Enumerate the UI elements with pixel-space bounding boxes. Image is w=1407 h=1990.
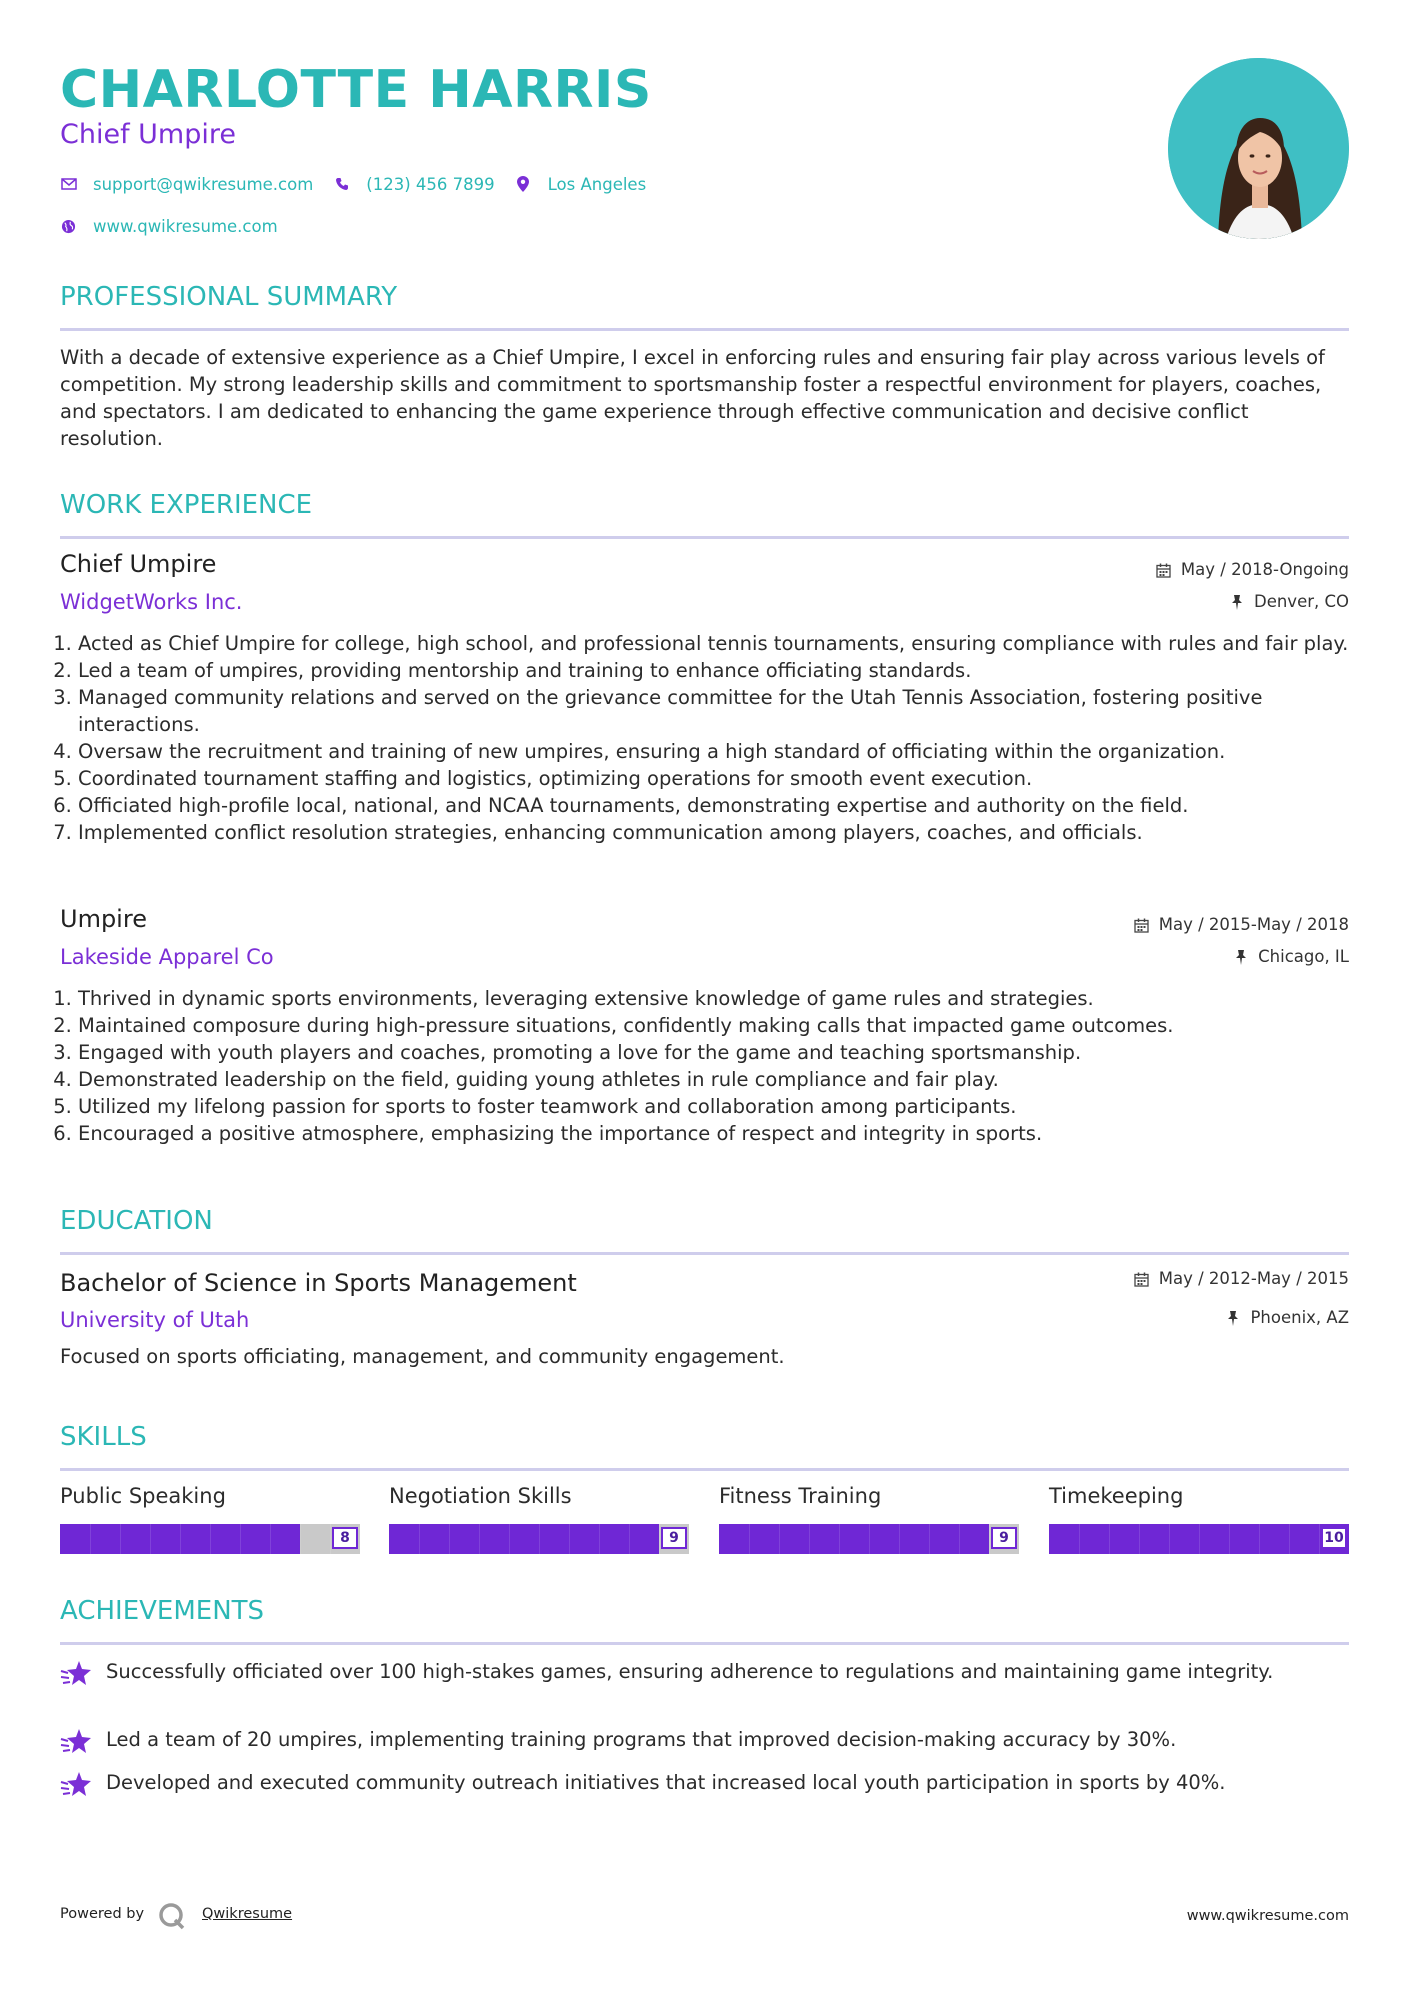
skill-bar-segment [1139, 1524, 1140, 1554]
skill-name: Fitness Training [719, 1484, 882, 1508]
skill-bar-segment [989, 1524, 990, 1554]
job-location [1229, 591, 1349, 613]
job-dates-text: May / 2018-Ongoing [1180, 560, 1349, 579]
skill-bar-segment [180, 1524, 181, 1554]
footer-website-link[interactable]: www.qwikresume.com [1186, 1908, 1349, 1924]
list-item: 3. Managed community relations and served on the grievance committee for the Utah Tennis Association, fostering positive interactions. [78, 684, 1367, 738]
list-item: 6. Officiated high-profile local, national, and NCAA tournaments, demonstrating expertise and authority on the field. [78, 792, 1367, 819]
skill-bar-segment [509, 1524, 510, 1554]
calendar-icon [1134, 917, 1150, 933]
skill-bar-segment [749, 1524, 750, 1554]
list-item: 3. Engaged with youth players and coaches, promoting a love for the game and teaching sportsmanship. [78, 1039, 1367, 1066]
education-dates [1134, 1268, 1349, 1290]
calendar-icon [1156, 562, 1172, 578]
education-description: Focused on sports officiating, management, and community engagement. [60, 1345, 785, 1368]
globe-icon [60, 218, 77, 235]
job-dates-text: May / 2015-May / 2018 [1158, 915, 1349, 934]
resume-page [60, 0, 1349, 1990]
section-divider [60, 1468, 1349, 1471]
list-item: 4. Demonstrated leadership on the field, guiding young athletes in rule compliance and fair play. [78, 1066, 1367, 1093]
map-pin-icon [515, 176, 532, 193]
achievement-item [60, 1726, 1349, 1757]
skill-level-fill [389, 1524, 659, 1554]
skill-bar-segment [659, 1524, 660, 1554]
experience-heading-text: WORK EXPERIENCE [60, 490, 313, 520]
envelope-icon [60, 176, 77, 193]
skill-level-bar [389, 1524, 689, 1554]
skill-bar-segment [90, 1524, 91, 1554]
education-dates-text: May / 2012-May / 2015 [1158, 1269, 1349, 1288]
phone-icon [333, 176, 350, 193]
skill-score-badge: 9 [661, 1527, 687, 1549]
profile-photo [1168, 58, 1349, 239]
skill-level-bar [719, 1524, 1019, 1554]
skill-bar-segment [270, 1524, 271, 1554]
skill-name: Timekeeping [1049, 1484, 1184, 1508]
skill-item [719, 1482, 1019, 1546]
skill-bar-segment [929, 1524, 930, 1554]
skill-bar-segment [240, 1524, 241, 1554]
section-divider [60, 328, 1349, 331]
list-item: 1. Thrived in dynamic sports environments, leveraging extensive knowledge of game rules and strategies. [78, 985, 1367, 1012]
skill-bar-segment [779, 1524, 780, 1554]
shooting-star-icon [60, 1770, 92, 1800]
section-divider [60, 1252, 1349, 1255]
summary-section-heading [60, 280, 1349, 314]
skill-bar-segment [1169, 1524, 1170, 1554]
powered-by-label: Powered by [60, 1906, 145, 1922]
skill-item [60, 1482, 360, 1546]
skill-bar-segment [1259, 1524, 1260, 1554]
section-divider [60, 536, 1349, 539]
skill-bar-segment [1319, 1524, 1320, 1554]
education-section-heading [60, 1204, 1349, 1238]
skill-bar-segment [1199, 1524, 1200, 1554]
skill-score-badge: 10 [1321, 1527, 1347, 1549]
education-location-text: Phoenix, AZ [1250, 1308, 1349, 1327]
skill-bar-segment [449, 1524, 450, 1554]
location-text: Los Angeles [547, 174, 647, 194]
skill-bar-segment [599, 1524, 600, 1554]
degree-title: Bachelor of Science in Sports Management [60, 1269, 577, 1297]
qwikresume-brand-link[interactable]: Qwikresume [202, 1906, 293, 1922]
achievements-heading-text: ACHIEVEMENTS [60, 1596, 265, 1626]
skills-section-heading [60, 1420, 1349, 1454]
skill-score-badge: 8 [332, 1527, 358, 1549]
job-location-text: Denver, CO [1253, 592, 1349, 611]
skill-bar-segment [1289, 1524, 1290, 1554]
school-name: University of Utah [60, 1308, 250, 1332]
skill-bar-segment [1109, 1524, 1110, 1554]
page-footer [60, 1902, 1349, 1932]
experience-section-heading [60, 488, 1349, 522]
skill-bar-segment [959, 1524, 960, 1554]
skill-bar-segment [839, 1524, 840, 1554]
skill-name: Public Speaking [60, 1484, 226, 1508]
phone-link[interactable]: (123) 456 7899 [366, 174, 495, 194]
shooting-star-icon [60, 1727, 92, 1757]
pushpin-icon [1233, 949, 1249, 965]
list-item: 6. Encouraged a positive atmosphere, emphasizing the importance of respect and integrity in sports. [78, 1120, 1367, 1147]
job-dates [1156, 559, 1349, 581]
candidate-title: Chief Umpire [60, 119, 236, 150]
job-role: Umpire [60, 905, 147, 933]
achievement-text: Led a team of 20 umpires, implementing training programs that improved decision-making accuracy by 30%. [106, 1728, 1177, 1751]
skill-bar-segment [629, 1524, 630, 1554]
skill-bar-segment [1079, 1524, 1080, 1554]
shooting-star-icon [60, 1659, 92, 1689]
skill-bar-segment [809, 1524, 810, 1554]
skill-bar-segment [479, 1524, 480, 1554]
skill-item [1049, 1482, 1349, 1546]
skill-item [389, 1482, 689, 1546]
skill-level-bar [1049, 1524, 1349, 1554]
skill-bar-segment [419, 1524, 420, 1554]
qwikresume-logo-icon [158, 1902, 186, 1930]
job-bullets [60, 630, 1367, 846]
list-item: 5. Utilized my lifelong passion for sports to foster teamwork and collaboration among participants. [78, 1093, 1367, 1120]
skill-bar-segment [569, 1524, 570, 1554]
skill-bar-segment [869, 1524, 870, 1554]
calendar-icon [1134, 1271, 1150, 1287]
list-item: 2. Led a team of umpires, providing mentorship and training to enhance officiating standards. [78, 657, 1367, 684]
achievement-item [60, 1658, 1349, 1689]
skill-bar-segment [899, 1524, 900, 1554]
list-item: 4. Oversaw the recruitment and training of new umpires, ensuring a high standard of officiating within the organization. [78, 738, 1367, 765]
education-heading-text: EDUCATION [60, 1206, 213, 1236]
skill-level-bar [60, 1524, 360, 1554]
skill-bar-segment [539, 1524, 540, 1554]
achievements-section-heading [60, 1594, 1349, 1628]
job-dates [1134, 914, 1349, 936]
education-location [1225, 1307, 1349, 1329]
list-item: 2. Maintained composure during high-pressure situations, confidently making calls that impacted game outcomes. [78, 1012, 1367, 1039]
skill-score-badge: 9 [991, 1527, 1017, 1549]
skill-level-fill [719, 1524, 989, 1554]
skill-bar-segment [300, 1524, 301, 1554]
job-company: WidgetWorks Inc. [60, 590, 243, 614]
job-role: Chief Umpire [60, 550, 217, 578]
achievement-text: Successfully officiated over 100 high-stakes games, ensuring adherence to regulations and maintaining game integrity. [106, 1660, 1274, 1683]
skill-bar-segment [120, 1524, 121, 1554]
contact-row-1 [60, 172, 666, 196]
achievement-item [60, 1769, 1349, 1800]
pushpin-icon [1225, 1310, 1241, 1326]
job-location [1233, 946, 1349, 968]
email-link[interactable]: support@qwikresume.com [93, 174, 314, 194]
job-location-text: Chicago, IL [1258, 947, 1349, 966]
section-divider [60, 1642, 1349, 1645]
skill-name: Negotiation Skills [389, 1484, 572, 1508]
list-item: 7. Implemented conflict resolution strategies, enhancing communication among players, coaches, and officials. [78, 819, 1367, 846]
achievement-text: Developed and executed community outreach initiatives that increased local youth participation in sports by 40%. [106, 1771, 1226, 1794]
candidate-name: CHARLOTTE HARRIS [60, 60, 652, 120]
list-item: 1. Acted as Chief Umpire for college, high school, and professional tennis tournaments, ensuring compliance with rules and fair play. [78, 630, 1367, 657]
contact-row-2 [60, 214, 298, 238]
skill-bar-segment [1229, 1524, 1230, 1554]
summary-paragraph: With a decade of extensive experience as a Chief Umpire, I excel in enforcing rules and ensuring fair play across various levels of competition. My strong leadership skills and commitment to sportsmanship foster a respectful environment for players, coaches, and spectators. I am dedicated to enhancing the game experience through effective communication and decisive conflict resolution. [60, 346, 1325, 450]
summary-heading-text: PROFESSIONAL SUMMARY [60, 282, 398, 312]
job-company: Lakeside Apparel Co [60, 945, 274, 969]
job-bullets [60, 985, 1367, 1147]
skill-bar-segment [210, 1524, 211, 1554]
skills-heading-text: SKILLS [60, 1422, 147, 1452]
skill-bar-segment [150, 1524, 151, 1554]
pushpin-icon [1229, 594, 1245, 610]
list-item: 5. Coordinated tournament staffing and logistics, optimizing operations for smooth event execution. [78, 765, 1367, 792]
skill-bar-segment [330, 1524, 331, 1554]
website-link[interactable]: www.qwikresume.com [93, 216, 278, 236]
